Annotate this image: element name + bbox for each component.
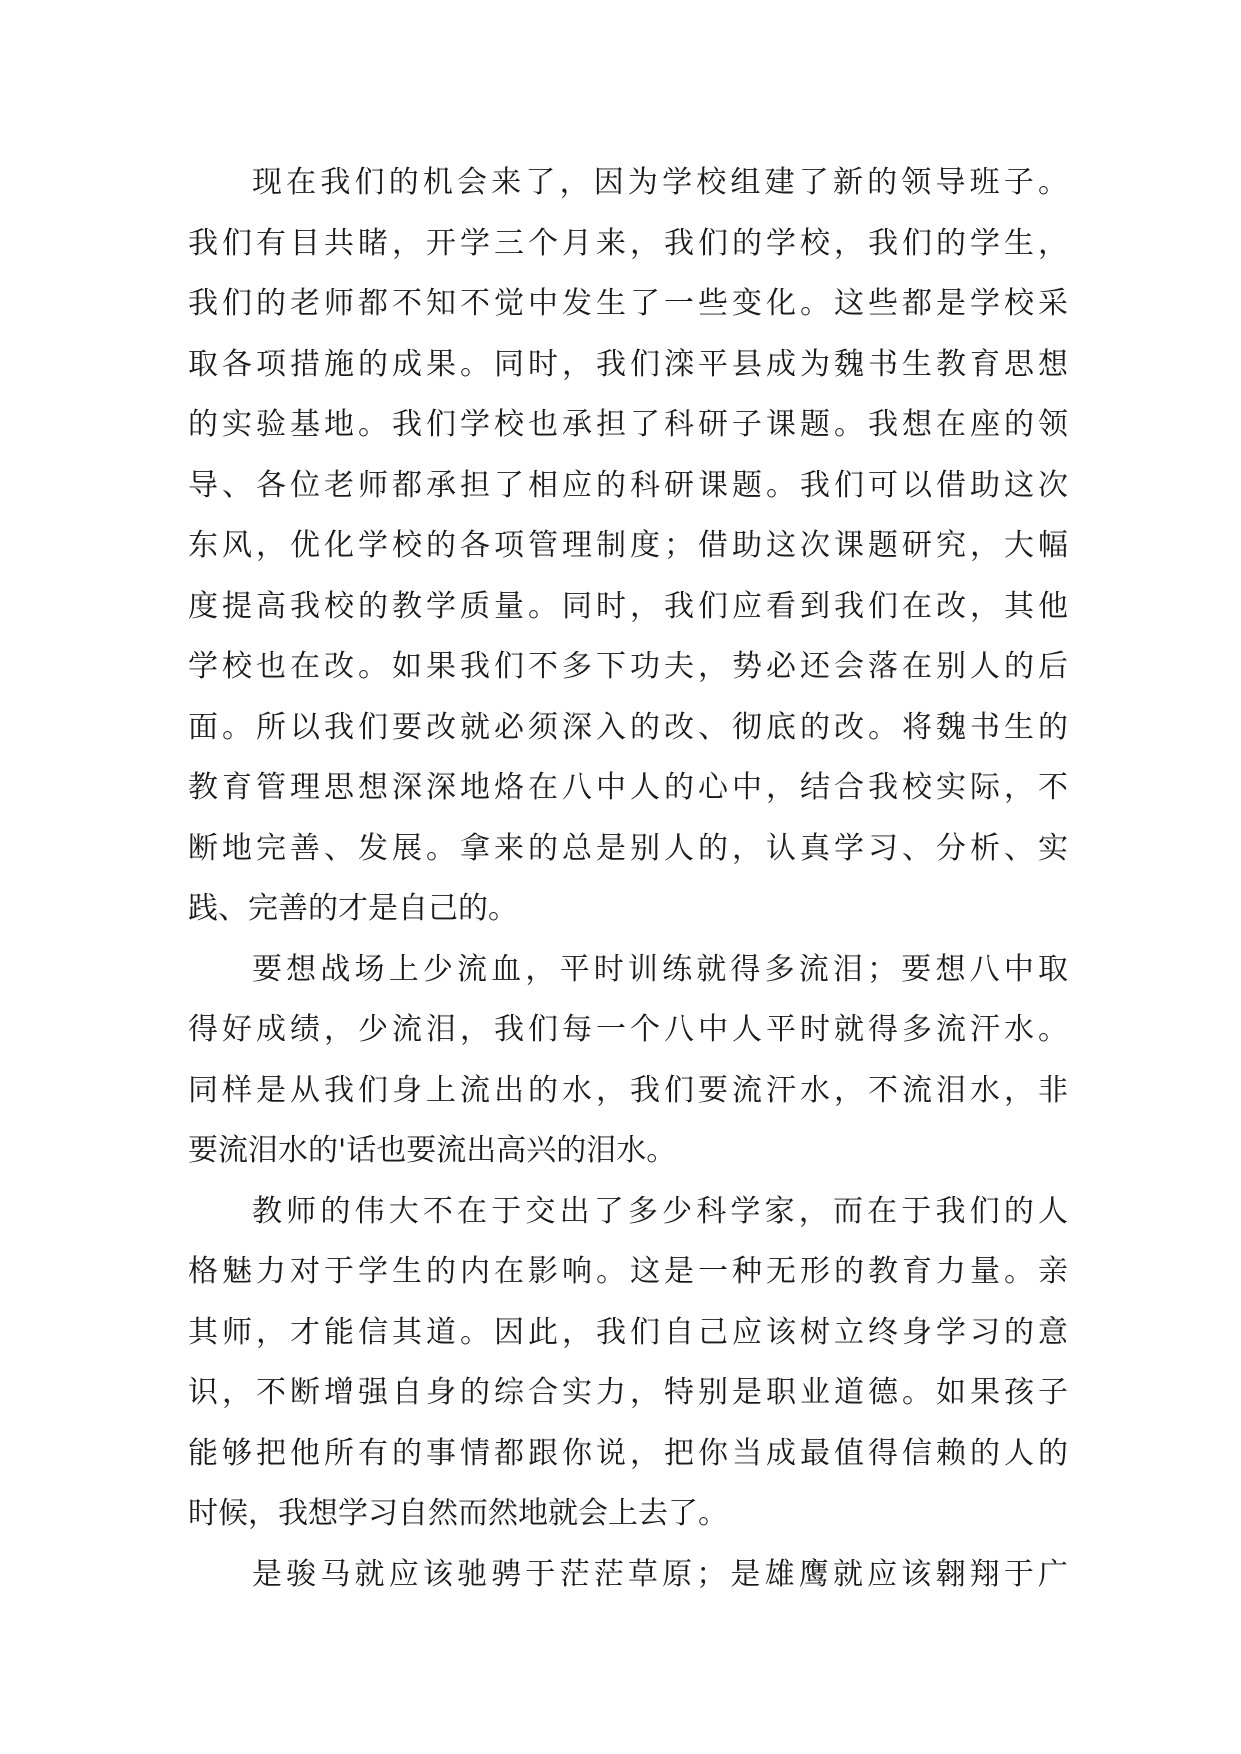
paragraph-line: 我们有目共睹，开学三个月来，我们的学校，我们的学生， (188, 225, 1068, 261)
paragraph-line: 识，不断增强自身的综合实力，特别是职业道德。如果孩子 (188, 1375, 1068, 1410)
paragraph-line: 现在我们的机会来了，因为学校组建了新的领导班子。 (252, 165, 1068, 200)
paragraph-line: 教师的伟大不在于交出了多少科学家，而在于我们的人 (252, 1193, 1068, 1229)
paragraph-3 (188, 1182, 1068, 1545)
paragraph-1 (188, 153, 1068, 940)
paragraph-line: 格魅力对于学生的内在影响。这是一种无形的教育力量。亲 (188, 1254, 1068, 1289)
paragraph-line: 其师，才能信其道。因此，我们自己应该树立终身学习的意 (188, 1314, 1068, 1350)
paragraph-line: 要流泪水的'话也要流出高兴的泪水。 (188, 1133, 677, 1168)
paragraph-line: 得好成绩，少流泪，我们每一个八中人平时就得多流汗水。 (188, 1012, 1068, 1047)
paragraph-line: 的实验基地。我们学校也承担了科研子课题。我想在座的领 (188, 407, 1068, 442)
paragraph-line: 教育管理思想深深地烙在八中人的心中，结合我校实际，不 (188, 770, 1068, 805)
paragraph-line: 要想战场上少流血，平时训练就得多流泪；要想八中取 (252, 951, 1068, 987)
paragraph-line: 时候，我想学习自然而然地就会上去了。 (188, 1496, 728, 1531)
paragraph-line: 能够把他所有的事情都跟你说，把你当成最值得信赖的人的 (188, 1435, 1068, 1471)
paragraph-4 (188, 1545, 1068, 1606)
paragraph-line: 面。所以我们要改就必须深入的改、彻底的改。将魏书生的 (188, 709, 1068, 745)
paragraph-line: 同样是从我们身上流出的水，我们要流汗水，不流泪水，非 (188, 1072, 1068, 1108)
paragraph-2 (188, 940, 1068, 1182)
paragraph-line: 断地完善、发展。拿来的总是别人的，认真学习、分析、实 (188, 830, 1068, 866)
paragraph-line: 学校也在改。如果我们不多下功夫，势必还会落在别人的后 (188, 649, 1068, 684)
paragraph-line: 导、各位老师都承担了相应的科研课题。我们可以借助这次 (188, 467, 1068, 503)
paragraph-line: 我们的老师都不知不觉中发生了一些变化。这些都是学校采 (188, 286, 1068, 321)
paragraph-line: 东风，优化学校的各项管理制度；借助这次课题研究，大幅 (188, 528, 1068, 563)
paragraph-line: 度提高我校的教学质量。同时，我们应看到我们在改，其他 (188, 588, 1068, 624)
paragraph-line: 是骏马就应该驰骋于茫茫草原；是雄鹰就应该翱翔于广 (252, 1556, 1068, 1592)
document-body (188, 153, 1068, 1605)
paragraph-line: 取各项措施的成果。同时，我们滦平县成为魏书生教育思想 (188, 346, 1068, 382)
paragraph-line: 践、完善的才是自己的。 (188, 891, 518, 926)
